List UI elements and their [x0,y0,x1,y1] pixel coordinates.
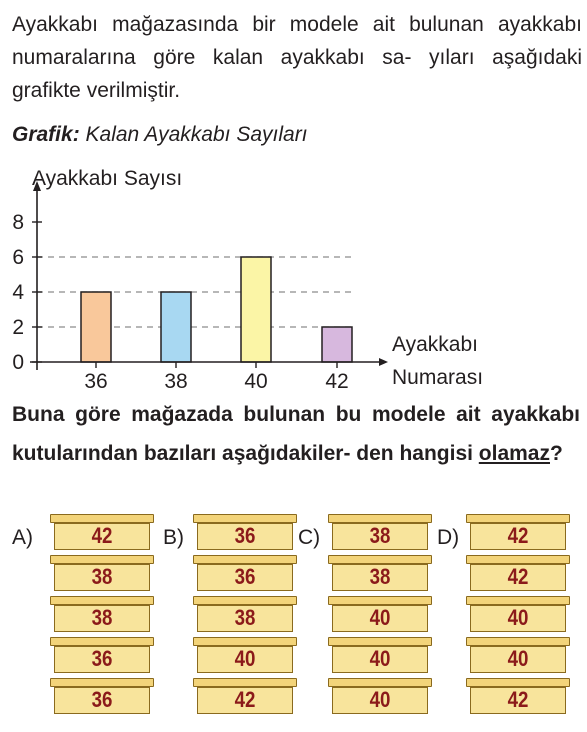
x-axis-title-line1: Ayakkabı [392,333,478,356]
shoe-size-number: 36 [234,564,256,589]
option-label[interactable]: D) [437,526,460,549]
shoe-size-number: 36 [234,523,256,548]
shoe-box-lid [193,555,297,564]
shoe-box [193,555,297,591]
shoe-box-lid [328,637,432,646]
y-tick-label: 4 [12,281,24,304]
x-axis-arrow [379,358,388,366]
x-tick-label: 42 [325,370,349,393]
shoe-box-lid [50,637,154,646]
shoe-box [466,678,570,714]
shoe-box [466,514,570,550]
shoe-size-number: 38 [234,605,256,630]
shoe-box [50,637,154,673]
shoe-box-lid [466,596,570,605]
shoe-box [50,678,154,714]
shoe-box-lid [193,596,297,605]
shoe-box [193,637,297,673]
figure-caption-title: Kalan Ayakkabı Sayıları [85,123,308,146]
shoe-box [193,678,297,714]
shoe-box-lid [328,678,432,687]
shoe-size-number: 36 [91,646,113,671]
shoe-size-number: 40 [234,646,256,671]
shoe-box-lid [193,514,297,523]
shoe-box [328,637,432,673]
shoe-box [328,555,432,591]
option-box-stack[interactable] [50,514,154,719]
shoe-box-lid [328,555,432,564]
option-box-stack[interactable] [193,514,297,719]
shoe-box-lid [466,637,570,646]
option-box-stack[interactable] [466,514,570,719]
shoe-size-number: 42 [91,523,113,548]
question-main: Buna göre mağazada bulunan bu modele ait ayakkabı kutularından bazıları aşağıdakiler- den hangisi [12,403,580,465]
y-tick-label: 8 [12,211,24,234]
shoe-size-number: 40 [507,646,529,671]
shoe-size-number: 42 [507,564,529,589]
option-label[interactable]: A) [12,526,33,549]
x-tick-label: 40 [244,370,268,393]
shoe-box [193,596,297,632]
shoe-box [328,596,432,632]
shoe-box-lid [328,514,432,523]
shoe-box [328,514,432,550]
shoe-size-number: 42 [507,523,529,548]
y-tick-label: 2 [12,316,24,339]
shoe-box-lid [328,596,432,605]
shoe-size-number: 42 [507,687,529,712]
shoe-box-lid [50,678,154,687]
shoe-box-lid [466,514,570,523]
shoe-size-number: 38 [369,564,391,589]
bar-chart [0,155,587,393]
y-tick-label: 0 [12,351,24,374]
option-box-stack[interactable] [328,514,432,719]
shoe-box [50,514,154,550]
x-tick-label: 36 [84,370,108,393]
figure-caption [12,123,308,147]
shoe-size-number: 40 [369,605,391,630]
shoe-box [50,596,154,632]
shoe-box-lid [193,678,297,687]
shoe-box [466,555,570,591]
shoe-size-number: 38 [369,523,391,548]
question-text [12,395,580,473]
shoe-size-number: 36 [91,687,113,712]
figure-caption-label: Grafik: [12,123,80,146]
shoe-box [328,678,432,714]
y-tick-label: 6 [12,246,24,269]
shoe-size-number: 42 [234,687,256,712]
shoe-box [193,514,297,550]
option-label[interactable]: C) [298,526,321,549]
shoe-box-lid [193,637,297,646]
shoe-size-number: 40 [507,605,529,630]
shoe-size-number: 40 [369,646,391,671]
bar-42 [322,327,352,362]
question-emphasis: olamaz [478,442,550,465]
shoe-box [466,637,570,673]
bar-36 [81,292,111,362]
shoe-box-lid [466,678,570,687]
shoe-box-lid [50,514,154,523]
bar-40 [241,257,271,362]
shoe-size-number: 40 [369,687,391,712]
shoe-box-lid [50,555,154,564]
shoe-box-lid [466,555,570,564]
bar-38 [161,292,191,362]
shoe-size-number: 38 [91,605,113,630]
y-axis-title: Ayakkabı Sayısı [32,167,183,190]
option-label[interactable]: B) [163,526,184,549]
shoe-size-number: 38 [91,564,113,589]
question-mark: ? [550,442,563,465]
problem-intro: Ayakkabı mağazasında bir modele ait bulunan ayakkabı numaralarına göre kalan ayakkabı sa- yıları aşağıdaki grafikte verilmiştir. [12,13,582,102]
shoe-box [466,596,570,632]
x-tick-label: 38 [164,370,188,393]
x-axis-title-line2: Numarası [392,366,484,389]
shoe-box [50,555,154,591]
shoe-box-lid [50,596,154,605]
